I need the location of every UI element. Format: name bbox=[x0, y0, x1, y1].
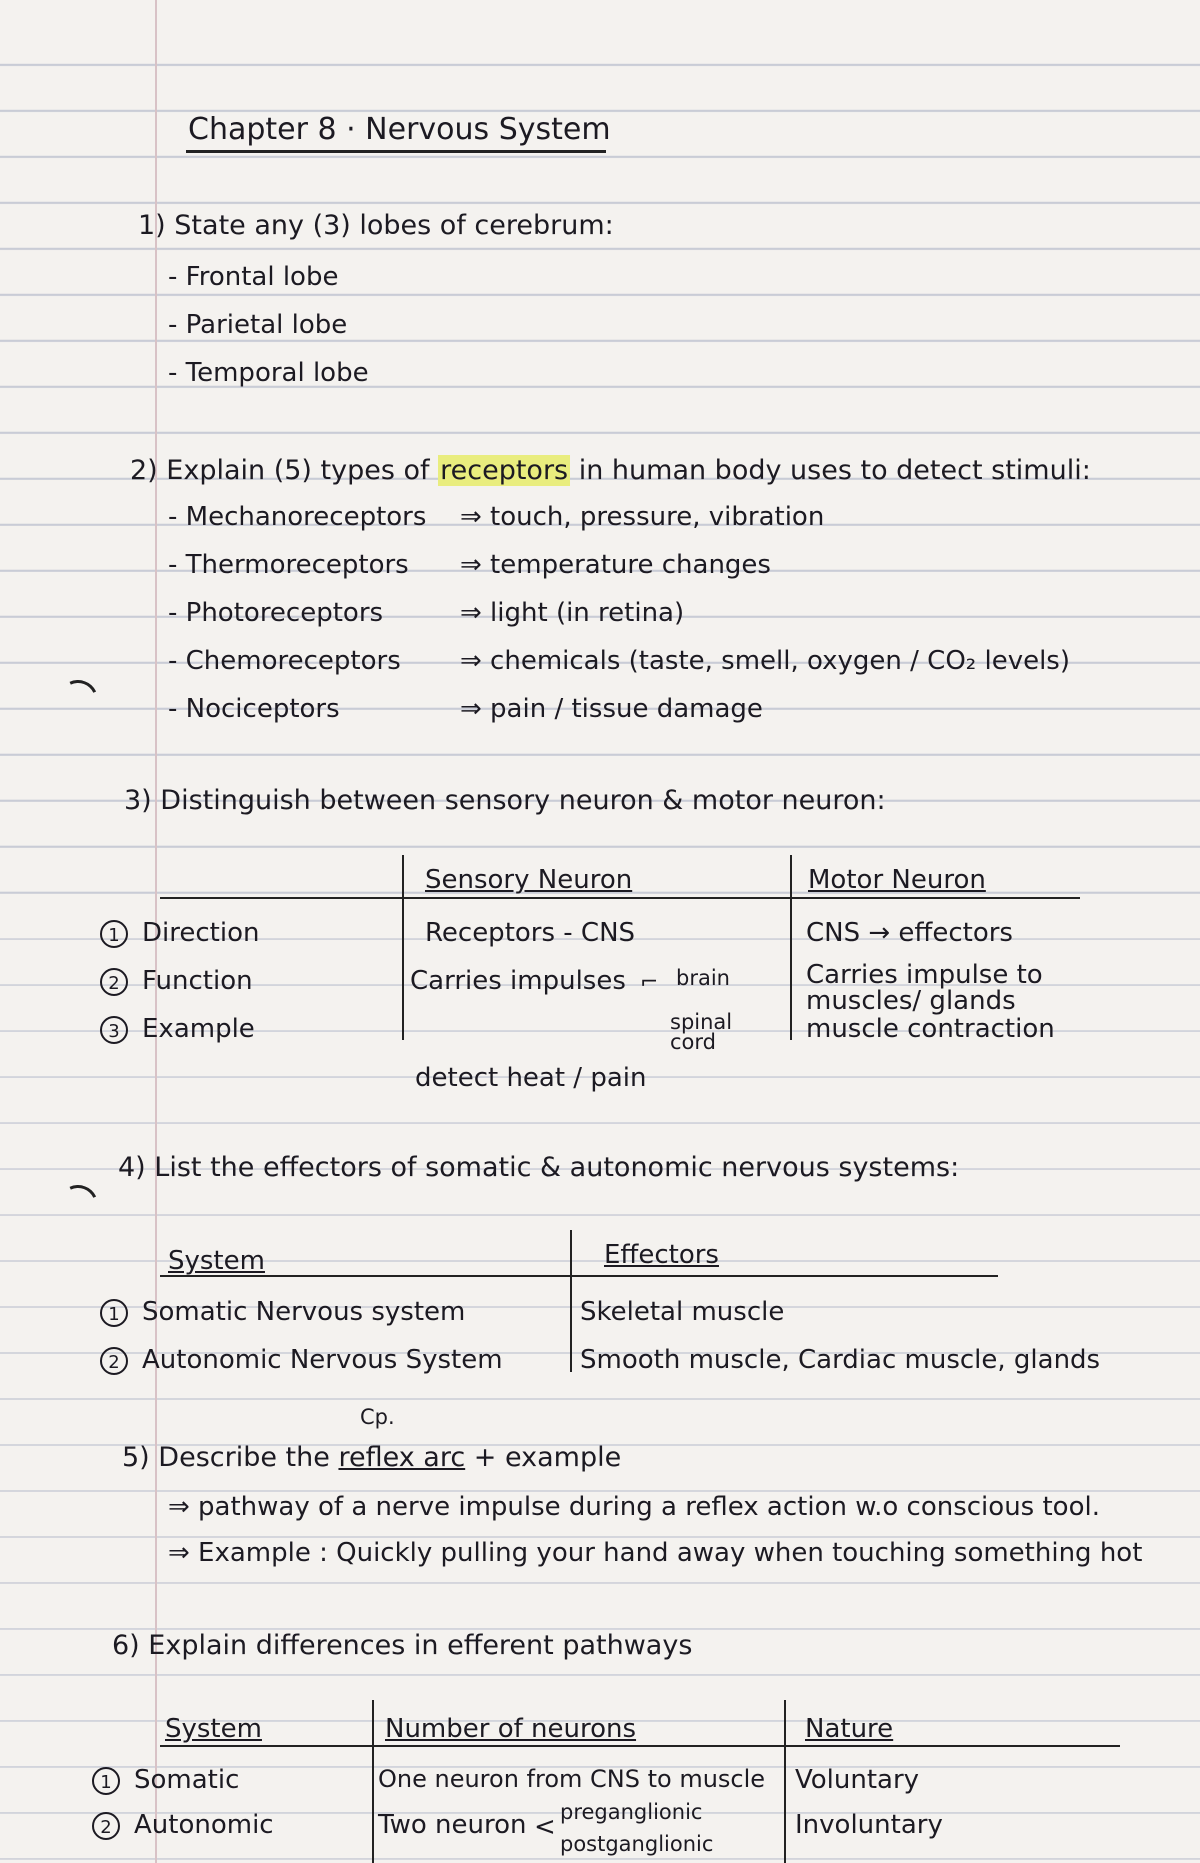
q3-row-3-label bbox=[100, 1014, 255, 1044]
question-6: 6) Explain differences in efferent pathways bbox=[112, 1630, 693, 1661]
q4-row-2-effectors: Smooth muscle, Cardiac muscle, glands bbox=[580, 1345, 1101, 1375]
q2-prefix: 2) Explain (5) types of bbox=[130, 455, 430, 486]
q2-suffix: in human body uses to detect stimuli: bbox=[578, 455, 1091, 486]
q5-annotation: Cp. bbox=[360, 1405, 395, 1429]
q2-highlight-receptors: receptors bbox=[440, 455, 569, 486]
q4-header-line bbox=[160, 1275, 998, 1277]
q5-line-1: ⇒ pathway of a nerve impulse during a reflex action w.o conscious tool. bbox=[168, 1492, 1100, 1522]
q4-header-system: System bbox=[168, 1246, 265, 1276]
q6-bracket-pre: preganglionic bbox=[560, 1800, 703, 1824]
row-number-1: 1 bbox=[100, 1299, 128, 1327]
q3-row-2-sensory: Carries impulses bbox=[410, 966, 626, 996]
q3-bracket-glyph: ⌐ bbox=[640, 970, 659, 995]
receptor-name-2: - Thermoreceptors bbox=[168, 550, 409, 580]
row-number-2: 2 bbox=[92, 1812, 120, 1840]
q5-prefix: 5) Describe the bbox=[122, 1442, 330, 1473]
q4-row-1-text: Somatic Nervous system bbox=[142, 1297, 466, 1327]
q3-header-sensory: Sensory Neuron bbox=[425, 865, 633, 895]
receptor-detail-5: ⇒ pain / tissue damage bbox=[460, 694, 763, 724]
q3-header-line bbox=[160, 897, 1080, 899]
q6-row-2-system bbox=[92, 1810, 274, 1840]
q4-row-1-effectors: Skeletal muscle bbox=[580, 1297, 785, 1327]
question-2 bbox=[130, 455, 1091, 486]
receptor-detail-3: ⇒ light (in retina) bbox=[460, 598, 685, 628]
q3-row-1-label bbox=[100, 918, 259, 948]
q4-row-2-system bbox=[100, 1345, 503, 1375]
q6-bracket-post: postganglionic bbox=[560, 1832, 714, 1856]
row-number-1: 1 bbox=[100, 920, 128, 948]
q6-row-1-neurons: One neuron from CNS to muscle bbox=[378, 1765, 766, 1793]
q6-divider-1 bbox=[372, 1700, 374, 1863]
q6-bracket-glyph: < bbox=[534, 1812, 556, 1842]
receptor-detail-2: ⇒ temperature changes bbox=[460, 550, 771, 580]
question-5 bbox=[122, 1442, 621, 1473]
q6-row-1-nature: Voluntary bbox=[795, 1765, 920, 1795]
question-4: 4) List the effectors of somatic & autonomic nervous systems: bbox=[118, 1152, 960, 1183]
q6-row-2-text: Autonomic bbox=[134, 1810, 274, 1840]
q1-answer-2: - Parietal lobe bbox=[168, 310, 348, 340]
q6-divider-2 bbox=[784, 1700, 786, 1863]
q6-row-1-system bbox=[92, 1765, 239, 1795]
q3-row-3-text: Example bbox=[142, 1014, 255, 1044]
binder-ring-mark-2 bbox=[52, 1179, 103, 1230]
q3-row-1-motor: CNS → effectors bbox=[806, 918, 1013, 948]
q5-line-2: ⇒ Example : Quickly pulling your hand away when touching something hot bbox=[168, 1538, 1143, 1568]
receptor-detail-1: ⇒ touch, pressure, vibration bbox=[460, 502, 825, 532]
q3-divider-1 bbox=[402, 855, 404, 1040]
q3-row-1-sensory: Receptors - CNS bbox=[425, 918, 636, 948]
q5-suffix: + example bbox=[473, 1442, 622, 1473]
q1-answer-3: - Temporal lobe bbox=[168, 358, 369, 388]
row-number-2: 2 bbox=[100, 968, 128, 996]
q1-answer-1: - Frontal lobe bbox=[168, 262, 339, 292]
q5-underlined: reflex arc bbox=[338, 1442, 466, 1473]
page-title: Chapter 8 · Nervous System bbox=[188, 112, 611, 147]
receptor-name-1: - Mechanoreceptors bbox=[168, 502, 427, 532]
q6-row-2-neurons: Two neuron bbox=[378, 1810, 527, 1840]
q3-row-1-text: Direction bbox=[142, 918, 260, 948]
binder-ring-mark bbox=[52, 674, 103, 725]
q3-bracket-brain: brain bbox=[676, 966, 730, 990]
q6-row-1-text: Somatic bbox=[134, 1765, 240, 1795]
q3-row-2-motor: Carries impulse to muscles/ glands bbox=[806, 960, 1043, 1016]
q3-bracket-spinal: spinal cord bbox=[670, 1010, 733, 1054]
q3-divider-2 bbox=[790, 855, 792, 1040]
receptor-detail-4: ⇒ chemicals (taste, smell, oxygen / CO₂ levels) bbox=[460, 646, 1070, 676]
row-number-3: 3 bbox=[100, 1016, 128, 1044]
q6-header-system: System bbox=[165, 1714, 262, 1744]
q4-header-effectors: Effectors bbox=[604, 1240, 719, 1270]
row-number-2: 2 bbox=[100, 1347, 128, 1375]
row-number-1: 1 bbox=[92, 1767, 120, 1795]
question-3: 3) Distinguish between sensory neuron & motor neuron: bbox=[124, 785, 886, 816]
question-1: 1) State any (3) lobes of cerebrum: bbox=[138, 210, 614, 241]
q6-row-2-nature: Involuntary bbox=[795, 1810, 943, 1840]
receptor-name-5: - Nociceptors bbox=[168, 694, 340, 724]
q3-example-note: detect heat / pain bbox=[415, 1063, 647, 1093]
receptor-name-3: - Photoreceptors bbox=[168, 598, 384, 628]
q4-row-1-system bbox=[100, 1297, 465, 1327]
q4-divider bbox=[570, 1230, 572, 1372]
q6-header-neurons: Number of neurons bbox=[385, 1714, 637, 1744]
q3-row-3-motor: muscle contraction bbox=[806, 1014, 1055, 1044]
q3-row-2-text: Function bbox=[142, 966, 253, 996]
q3-row-2-label bbox=[100, 966, 253, 996]
q6-header-line bbox=[160, 1745, 1120, 1747]
title-underline bbox=[186, 150, 606, 153]
q6-header-nature: Nature bbox=[805, 1714, 894, 1744]
q3-header-motor: Motor Neuron bbox=[808, 865, 986, 895]
q4-row-2-text: Autonomic Nervous System bbox=[142, 1345, 503, 1375]
receptor-name-4: - Chemoreceptors bbox=[168, 646, 401, 676]
